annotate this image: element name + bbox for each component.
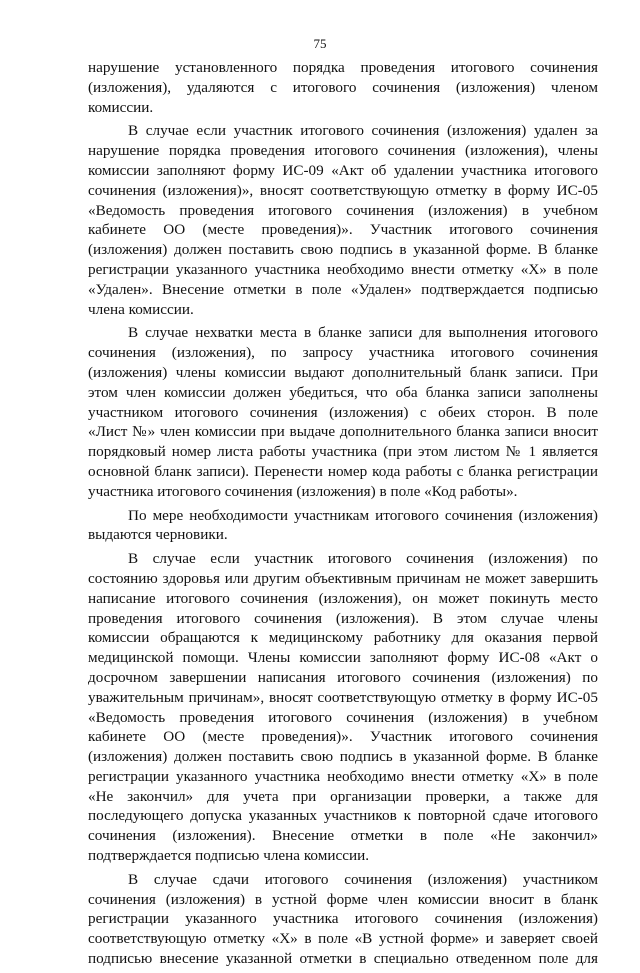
- text-line: участника итогового сочинения (изложения) в поле «Код работы».: [88, 482, 518, 500]
- text-line: (изложения), удаляются с итогового сочинения (изложения) членом: [88, 78, 598, 96]
- text-line: уважительным причинам», вносят соответствующую отметку в форму ИС-05: [88, 688, 598, 706]
- text-line: комиссии обращаются к медицинскому работнику для оказания первой: [88, 629, 598, 647]
- text-line: комиссии.: [88, 98, 154, 116]
- paragraph: [88, 121, 598, 319]
- text-line: написание итогового сочинения (изложения), он может покинуть место: [88, 589, 598, 607]
- text-line: выдаются черновики.: [88, 526, 228, 544]
- text-line: сочинения (изложения), по запросу участника итогового сочинения: [88, 344, 598, 362]
- text-line: (изложения) должен поставить свою подпись в указанной форме. В бланке: [88, 748, 598, 766]
- text-line: сочинения (изложения). Внесение отметки в поле «Не закончил»: [88, 827, 598, 845]
- text-line: нарушение порядка проведения итогового сочинения (изложения), члены: [88, 142, 598, 160]
- text-line: нарушение установленного порядка проведения итогового сочинения: [88, 59, 598, 76]
- paragraph: [88, 506, 598, 546]
- text-line: (изложения) должен поставить свою подпись в указанной форме. В бланке: [88, 241, 598, 259]
- text-line: последующего допуска указанных участников к повторной сдаче итогового: [88, 807, 598, 825]
- text-line: порядковый номер листа работы участника (при этом листом № 1 является: [88, 443, 598, 461]
- text-line: «Лист №» член комиссии при выдаче дополнительного бланка записи вносит: [88, 423, 598, 441]
- paragraph: [88, 323, 598, 501]
- text-line: регистрации указанного участника необходимо внести отметку «Х» в поле: [88, 767, 598, 785]
- text-line: В случае если участник итогового сочинения (изложения) удален за: [128, 122, 598, 140]
- text-line: члена комиссии.: [88, 300, 194, 318]
- text-line: досрочном завершении написания итогового сочинения (изложения) по: [88, 668, 598, 686]
- text-line: состоянию здоровья или другим объективным причинам не может завершить: [88, 569, 598, 587]
- text-line: «Удален». Внесение отметки в поле «Удален» подтверждается подписью: [88, 280, 598, 298]
- text-line: участником итогового сочинения (изложения) с обеих сторон. В поле: [88, 403, 598, 421]
- text-line: подписью внесение указанной отметки в специально отведенном поле для: [88, 950, 598, 968]
- paragraph: [88, 870, 598, 969]
- paragraph: [88, 549, 598, 866]
- text-line: подтверждается подписью члена комиссии.: [88, 847, 369, 865]
- text-line: регистрации указанного участника итогового сочинения (изложения): [88, 910, 598, 928]
- text-line: В случае нехватки места в бланке записи для выполнения итогового: [128, 324, 598, 342]
- text-line: медицинской помощи. Члены комиссии заполняют форму ИС-08 «Акт о: [88, 649, 598, 667]
- text-line: кабинете ОО (месте проведения)». Участник итогового сочинения: [88, 221, 598, 239]
- text-line: «Ведомость проведения итогового сочинения (изложения) в учебном: [88, 201, 598, 219]
- page-number: 75: [313, 36, 327, 51]
- paragraph: [88, 58, 598, 117]
- text-line: «Ведомость проведения итогового сочинения (изложения) в учебном: [88, 708, 598, 726]
- text-line: сочинения (изложения)», вносят соответствующую отметку в форму ИС-05: [88, 181, 598, 199]
- text-line: этом член комиссии должен убедиться, что оба бланка записи заполнены: [88, 383, 598, 401]
- text-line: сочинения (изложения) в устной форме член комиссии вносит в бланк: [88, 890, 598, 908]
- text-line: регистрации указанного участника необходимо внести отметку «Х» в поле: [88, 260, 598, 278]
- text-line: По мере необходимости участникам итогового сочинения (изложения): [128, 506, 598, 524]
- document-body: [88, 58, 598, 973]
- text-line: проведения итогового сочинения (изложения). В этом случае члены: [88, 609, 598, 627]
- text-line: соответствующую отметку «Х» в поле «В устной форме» и заверяет своей: [88, 930, 598, 948]
- text-line: кабинете ОО (месте проведения)». Участник итогового сочинения: [88, 728, 598, 746]
- text-line: «Не закончил» для учета при организации проверки, а также для: [88, 787, 598, 805]
- text-line: (изложения) члены комиссии выдают дополнительный бланк записи. При: [88, 363, 598, 381]
- text-line: В случае сдачи итогового сочинения (изложения) участником: [128, 870, 598, 888]
- text-line: комиссии заполняют форму ИС-09 «Акт об удалении участника итогового: [88, 161, 598, 179]
- text-line: основной бланк записи). Перенести номер кода работы с бланка регистрации: [88, 462, 598, 480]
- text-line: В случае если участник итогового сочинения (изложения) по: [128, 550, 598, 568]
